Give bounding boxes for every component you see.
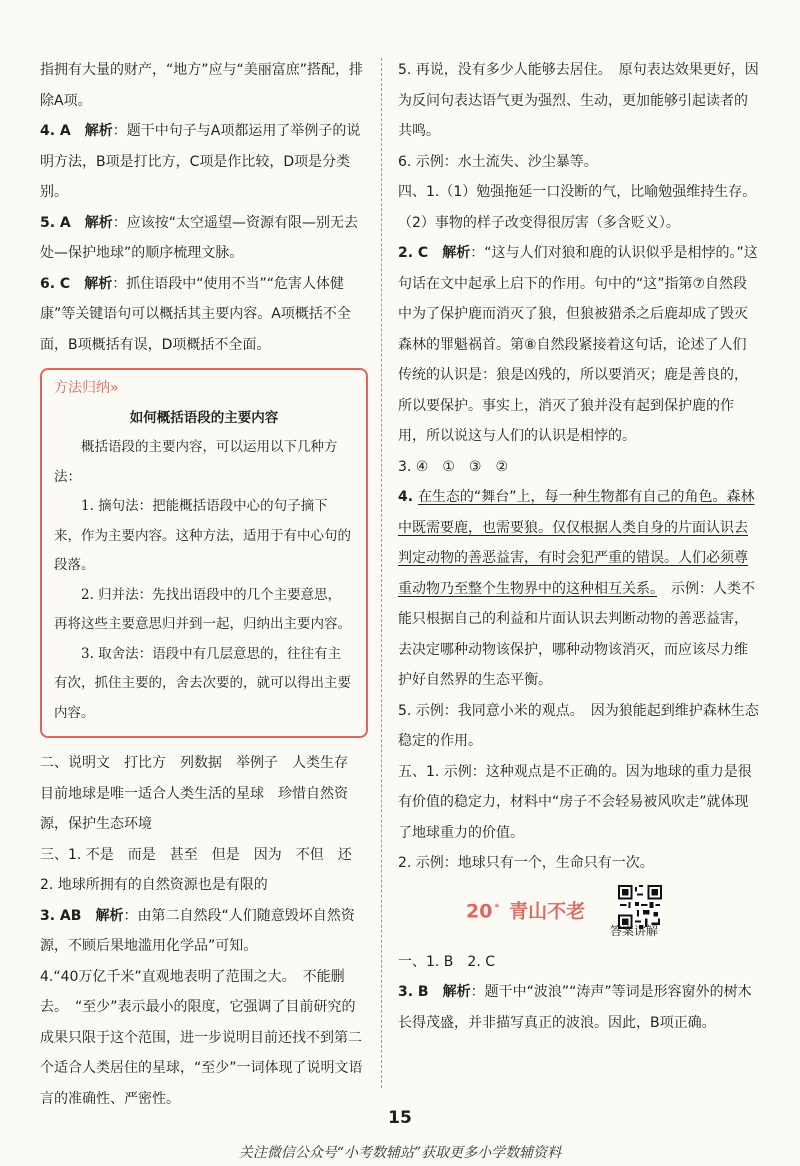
footer-note: 关注微信公众号“小考数辅站”获取更多小学数辅资料 — [238, 1145, 562, 1161]
section-4-q3: 3. ④ ① ③ ② — [398, 458, 509, 475]
analysis-text: ：题干中句子与A项都运用了举例子的说明方法，B项是打比方，C项是作比较，D项是分类别。 — [40, 123, 361, 200]
lesson-title — [466, 893, 585, 927]
method-intro: 概括语段的主要内容，可以运用以下几种方法： — [54, 439, 338, 485]
section-4-q4 — [398, 482, 760, 696]
lesson-number: 20 — [466, 899, 493, 922]
answer-r5: 5. 再说，没有多少人能够去居住。 原句表达效果更好，因为反问句表达语气更为强烈、生动，更加能够引起读者的共鸣。 — [398, 62, 759, 139]
analysis-label: 解析 — [84, 214, 113, 231]
analysis-label: 解析 — [442, 245, 471, 261]
analysis-text: ：抓住语段中“使用不当”“危害人体健康”等关键语句可以概括其主要内容。A项概括不全面，B项概括有误，D项概括不全面。 — [40, 275, 351, 353]
answer-r6: 6. 示例：水土流失、沙尘暴等。 — [398, 153, 598, 170]
answer-number: 3. AB — [40, 907, 82, 924]
analysis-label: 解析 — [442, 984, 471, 1000]
answer-number: 6. C — [40, 275, 71, 292]
answer-q6 — [40, 269, 368, 361]
analysis-label: 解析 — [84, 123, 113, 139]
right-column — [398, 55, 760, 1038]
answer-q4 — [40, 116, 368, 208]
section-3-q4: 4.“40万亿千米”直观地表明了范围之大。 不能删去。 “至少”表示最小的限度，它强调了目前研究的成果只限于这个范围，进一步说明目前还找不到第二个适合人类居住的星球，“至少”一词体现了说明文语言的准确性、严密性。 — [40, 968, 363, 1107]
analysis-label: 解析 — [95, 907, 124, 924]
answer-q5 — [40, 208, 368, 269]
method-item: 3. 取舍法：语段中有几层意思的，往往有主有次，抓住主要的，舍去次要的，就可以得出主要内容。 — [54, 645, 351, 721]
page-number: 15 — [388, 1108, 412, 1128]
analysis-text: ：题干中“波浪”“涛声”等词是形容窗外的树木长得茂盛，并非描写真正的波浪。因此，B项正确。 — [398, 984, 752, 1031]
analysis-label: 解析 — [84, 275, 113, 292]
method-title: 如何概括语段的主要内容 — [129, 409, 279, 426]
answer-number: 4. — [398, 489, 418, 505]
answer-number: 2. C — [398, 245, 429, 261]
section-5-q2: 2. 示例：地球只有一个，生命只有一次。 — [398, 855, 654, 871]
section-4-q5: 5. 示例：我同意小米的观点。 因为狼能起到维护森林生态稳定的作用。 — [398, 702, 759, 749]
method-tag: 方法归纳» — [54, 380, 119, 396]
section-3-q1: 三、1. 不是 而是 甚至 但是 因为 不但 还 — [40, 846, 352, 863]
section-4-q2 — [398, 238, 760, 452]
lesson-20-q3 — [398, 977, 760, 1038]
analysis-text: ：由第二自然段“人们随意毁坏自然资源，不顾后果地滥用化学品”可知。 — [40, 907, 355, 954]
lesson-mark: * — [494, 902, 500, 913]
lesson-name: 青山不老 — [509, 899, 586, 922]
answer-number: 5. A — [40, 214, 71, 231]
section-5-q1: 五、1. 示例：这种观点是不正确的。因为地球的重力是很有价值的稳定力，材料中“房子不会轻易被风吹走”就体现了地球重力的价值。 — [398, 763, 752, 841]
lesson-20-q1: 一、1. B 2. C — [398, 953, 495, 970]
method-item: 2. 归并法：先找出语段中的几个主要意思，再将这些主要意思归并到一起，归纳出主要内容。 — [54, 586, 351, 632]
analysis-text: ：应该按“太空遥望—资源有限—别无去处—保护地球”的顺序梳理文脉。 — [40, 214, 359, 261]
answer-number: 3. B — [398, 984, 429, 1000]
lesson-header — [398, 883, 760, 945]
method-item: 1. 摘句法：把能概括语段中心的句子摘下来，作为主要内容。这种方法，适用于有中心句的段落。 — [54, 498, 351, 573]
section-4-q1: 四、1.（1）勉强拖延一口没断的气，比喻勉强维持生存。（2）事物的样子改变得很厉害（多含贬义）。 — [398, 184, 757, 231]
qr-label: 答案讲解 — [610, 923, 659, 938]
section-2-answers: 二、说明文 打比方 列数据 举例子 人类生存 目前地球是唯一适合人类生活的星球 珍惜自然资源，保护生态环境 — [40, 755, 362, 832]
analysis-text: ：“这与人们对狼和鹿的认识似乎是相悖的。”这句话在文中起承上启下的作用。句中的“这”指第⑦自然段中为了保护鹿而消灭了狼，但狼被猎杀之后鹿却成了毁灭森林的罪魁祸首。第⑧自然段紧接着这句话，论述了人们传统的认识是：狼是凶残的，所以要消灭；鹿是善良的，所以要保护。事实上，消灭了狼并没有起到保护鹿的作用，所以说这与人们的认识是相悖的。 — [398, 245, 758, 444]
section-3-q3 — [40, 901, 368, 962]
underlined-answer: 在生态的“舞台”上，每一种生物都有自己的角色。森林中既需要鹿，也需要狼。仅仅根据人类自身的片面认识去判定动物的善恶益害，有时会犯严重的错误。人们必须尊重动物乃至整个生物界中的这种相互关系。 — [398, 489, 755, 597]
answer-text: 指拥有大量的财产，“地方”应与“美丽富庶”搭配，排除A项。 — [40, 62, 364, 109]
example-text: 示例：人类不能只根据自己的利益和片面认识去判断动物的善恶益害，去决定哪种动物该保护，哪种动物该消灭，而应该尽力维护好自然界的生态平衡。 — [398, 580, 755, 688]
section-3-q2: 2. 地球所拥有的自然资源也是有限的 — [40, 877, 268, 893]
left-column — [40, 55, 368, 1114]
answer-number: 4. A — [40, 123, 71, 139]
method-summary-box — [40, 368, 368, 738]
column-divider — [381, 58, 382, 1088]
